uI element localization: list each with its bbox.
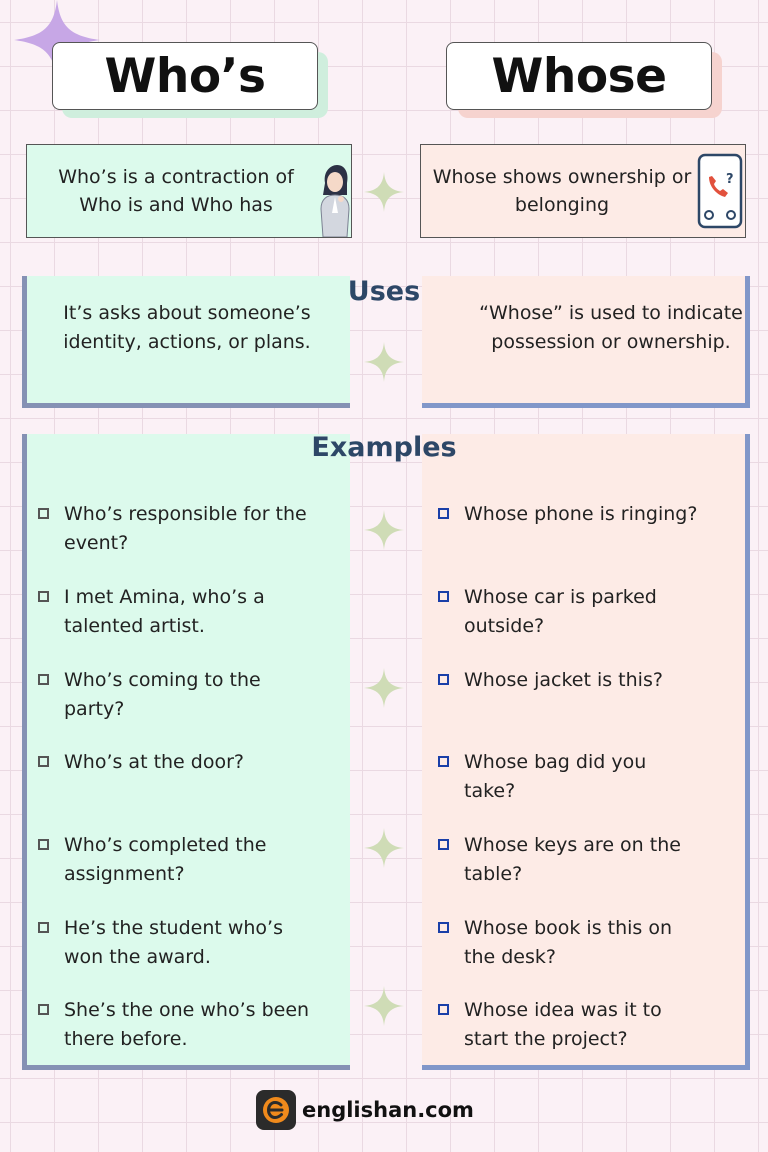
right-example-item [438,500,697,529]
example-line: Whose keys are on the [464,834,681,856]
right-example-text [464,831,681,888]
green-sparkle-icon [364,828,404,868]
left-example-text [64,748,244,777]
example-line: Whose phone is ringing? [464,503,698,525]
footer-brand[interactable] [256,1090,474,1130]
who-s-title: Who’s [52,42,318,110]
square-bullet-icon [38,508,49,519]
right-example-item [438,666,663,695]
right-example-text [464,996,662,1053]
green-sparkle-icon [364,510,404,550]
example-line: talented artist. [64,614,205,637]
right-example-text [464,666,663,695]
left-example-text [64,996,309,1053]
square-bullet-icon [38,674,49,685]
square-bullet-icon [438,922,449,933]
whose-definition-text: Whose shows ownership or belonging [432,166,692,216]
right-example-item [438,748,646,805]
whose-definition-box [420,144,746,238]
square-bullet-icon [438,674,449,685]
square-bullet-icon [38,839,49,850]
square-bullet-icon [38,922,49,933]
example-line: start the project? [464,1027,628,1050]
green-sparkle-icon [364,986,404,1026]
example-line: take? [464,779,516,802]
right-example-item [438,831,681,888]
footer-site-text: englishan.com [302,1098,474,1122]
square-bullet-icon [438,508,449,519]
phone-question-icon [697,153,743,229]
example-line: Who’s responsible for the [64,503,307,525]
example-line: He’s the student who’s [64,917,283,939]
example-line: Whose idea was it to [464,999,662,1021]
example-line: the desk? [464,945,556,968]
example-line: won the award. [64,945,211,968]
example-line: there before. [64,1027,188,1050]
left-example-item [38,583,265,640]
example-line: Who’s at the door? [64,751,244,773]
left-example-item [38,914,283,971]
left-example-item [38,500,307,557]
square-bullet-icon [38,591,49,602]
example-line: Whose book is this on [464,917,673,939]
example-line: table? [464,862,523,885]
left-example-item [38,831,266,888]
uses-heading: Uses [347,276,421,307]
right-example-item [438,583,657,640]
uses-left-text: It’s asks about someone’s identity, actions, or plans. [63,302,311,353]
right-example-item [438,996,662,1053]
left-example-item [38,666,261,723]
example-line: She’s the one who’s been [64,999,310,1021]
left-example-item [38,748,244,777]
example-line: Whose bag did you [464,751,647,773]
right-example-text [464,914,672,971]
thinking-woman-icon [317,165,353,237]
example-line: Who’s completed the [64,834,267,856]
example-line: event? [64,531,129,554]
example-line: Who’s coming to the [64,669,261,691]
square-bullet-icon [438,756,449,767]
square-bullet-icon [38,1004,49,1015]
left-example-text [64,583,265,640]
svg-text:?: ? [726,172,734,187]
who-s-definition-text: Who’s is a contraction of Who is and Who has [58,166,294,216]
square-bullet-icon [438,1004,449,1015]
square-bullet-icon [438,839,449,850]
example-line: I met Amina, who’s a [64,586,265,608]
left-example-text [64,914,283,971]
green-sparkle-icon [364,172,404,212]
who-s-definition-box [26,144,352,238]
englishan-logo-icon [256,1090,296,1130]
right-example-text [464,500,697,529]
square-bullet-icon [38,756,49,767]
example-line: Whose jacket is this? [464,669,663,691]
right-example-text [464,583,657,640]
square-bullet-icon [438,591,449,602]
uses-right-text: “Whose” is used to indicate possession or ownership. [479,302,743,353]
example-line: assignment? [64,862,185,885]
right-example-item [438,914,672,971]
example-line: Whose car is parked [464,586,657,608]
green-sparkle-icon [364,342,404,382]
left-example-item [38,996,309,1053]
whose-title: Whose [446,42,712,110]
examples-heading: Examples [311,432,457,463]
left-example-text [64,666,261,723]
left-example-text [64,831,266,888]
example-line: party? [64,697,125,720]
green-sparkle-icon [364,668,404,708]
example-line: outside? [464,614,545,637]
right-example-text [464,748,646,805]
left-example-text [64,500,307,557]
